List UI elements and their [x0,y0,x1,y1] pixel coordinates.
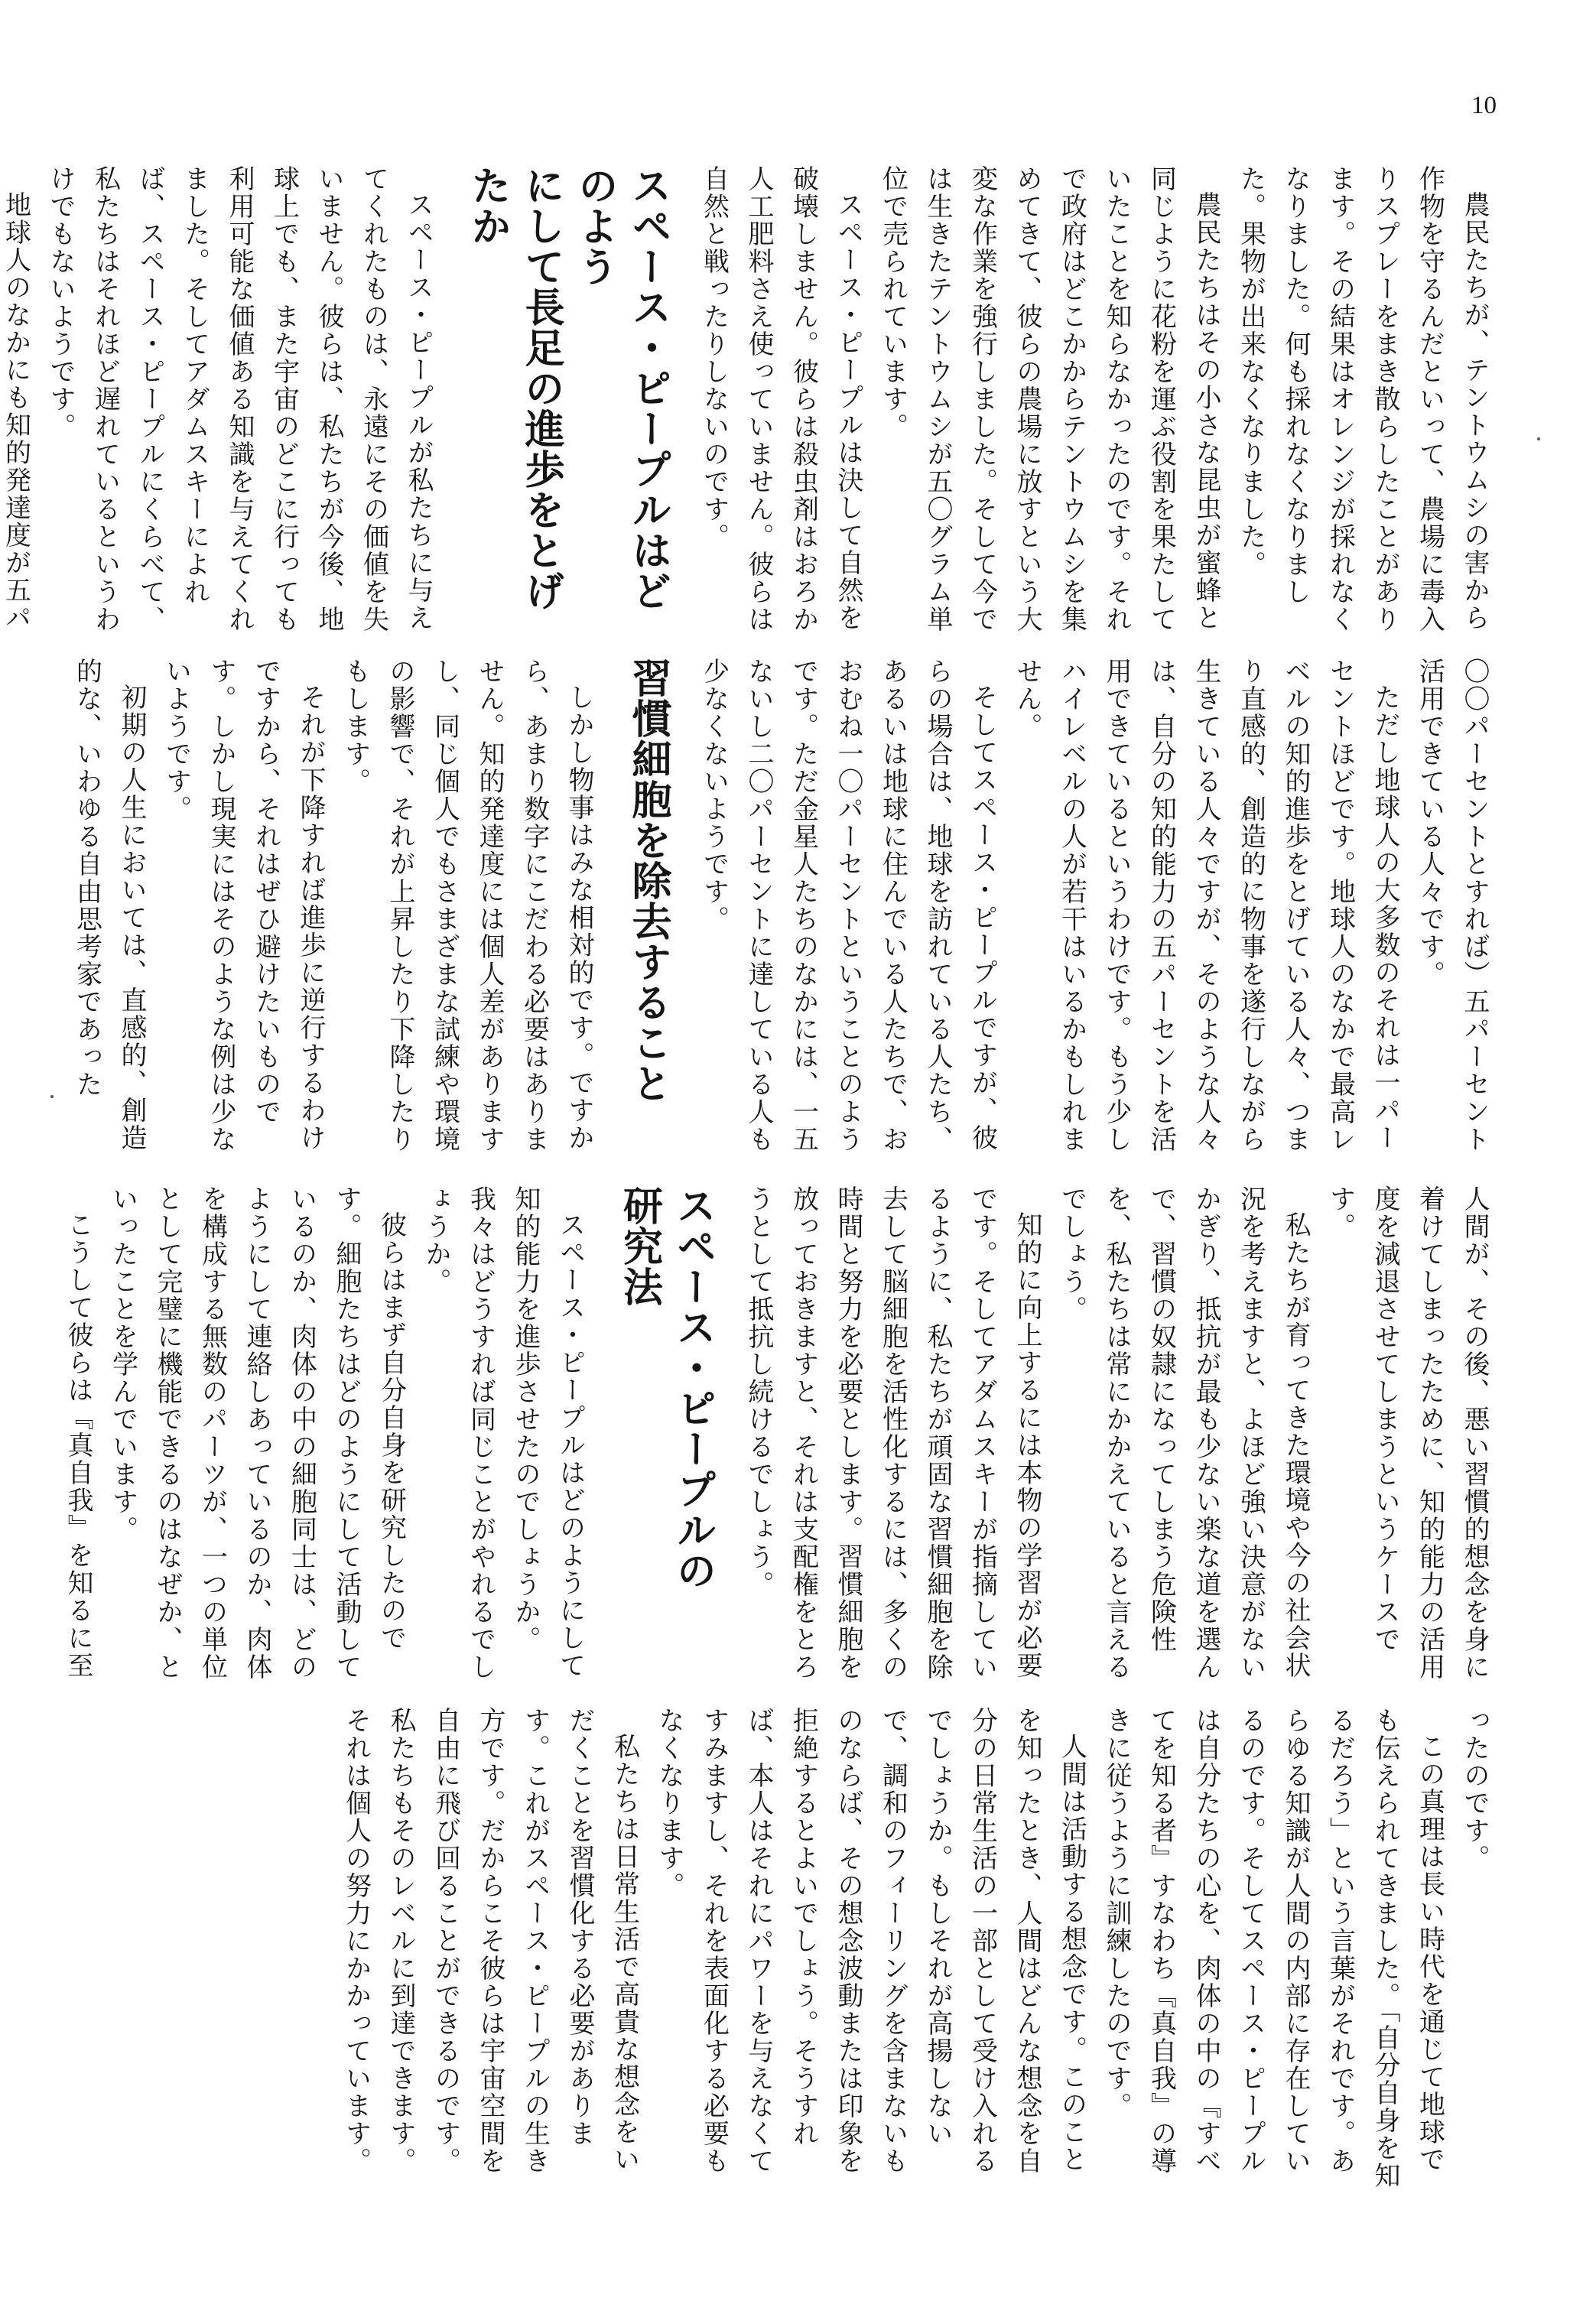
section-heading-line: 研究法 [616,1185,662,1307]
scan-speck [50,1095,54,1098]
section-heading [460,165,674,644]
body-paragraph: 人間は活動する想念です。このことを知ったとき、人間はどんな想念を自分の日常生活の一部として受け入れるでしょうか。もしそれが高揚しないで、調和のフィーリングを含まないものならば、その想念波動または印象を拒絶するとよいでしょう。そうすれば、本人はそれにパワーを与えなくてすみますし、それを表面化する必要もなくなります。 [654,1707,1087,2175]
body-paragraph: 農民たちはその小さな昆虫が蜜蜂と同じように花粉を運ぶ役割を果たしていたことを知らなかったのです。それで政府はどこかからテントウムシを集めてきて、彼らの農場に放すという大変な作業を強行しました。そして今では生きたテントウムシが五〇グラム単位で売られています。 [877,165,1221,633]
body-paragraph: 〇〇パーセントとすれば）五パーセント活用できている人々です。 [1414,658,1490,1153]
section-heading [613,1185,720,1690]
section-heading-line: スペース・ピープルの [669,1185,716,1591]
body-paragraph: そしてスペース・ピープルですが、彼らの場合は、地球を訪れている人たち、あるいは地球に住んでいる人たちで、おおむね一〇パーセントということのようです。ただ金星人たちのなかには、一五ないし二〇パーセントに達している人も少なくないようです。 [698,658,998,1153]
section-heading-line: 習慣細胞を除去すること [625,658,671,1103]
body-paragraph: こうして彼らは『真自我』を知るに至 [63,1211,93,1679]
body-paragraph: スペース・ピープルが私たちに与えてくれたものは、永遠にその価値を失いません。彼らは、私たちが今後、地球上でも、また宇宙のどこに行っても利用可能な価値ある知識を与えてくれました。そしてアダムスキーによれば、スペース・ピープルにくらべて、私たちはそれほど遅れているというわけでもないようです。 [45,165,434,633]
body-paragraph: 人間が、その後、悪い習慣的想念を身に着けてしまったために、知的能力の活用度を減退させてしまうというケースです。 [1325,1185,1490,1681]
body-paragraph: この真理は長い時代を通じて地球でも伝えられてきました。「自分自身を知るだろう」という言葉がそれです。あらゆる知識が人間の内部に存在しているのです。そしてスペース・ピープルは自分たちの心を、肉体の中の『すべてを知る者』すなわち『真自我』の導きに従うように訓練したのです。 [1101,1707,1445,2189]
body-paragraph: それが下降すれば進歩に逆行するわけですから、それはぜひ避けたいものです。しかし現実にはそのような例は少ないようです。 [161,658,326,1153]
text-tier-second [71,658,1497,1168]
body-paragraph: 農民たちが、テントウムシの害から作物を守るんだといって、農場に毒入りスプレーをまき散らしたことがあります。その結果はオレンジが採れなくなりました。何も採れなくなりました。果物が出来なくなりました。 [1235,165,1490,633]
body-paragraph: ったのです。 [1459,1707,1490,1872]
text-tier-third [63,1185,1497,1690]
text-tier-top [0,165,1497,644]
page-number: 10 [1471,92,1497,119]
body-paragraph: 地球人のなかにも知的発達度が五パ [0,191,31,632]
text-tier-bottom [143,1707,1497,2196]
body-paragraph: 初期の人生においては、直感的、創造的な、いわゆる自由思考家であった [71,658,147,1152]
section-heading-line: スペース・ピープルはどのよう [571,165,671,611]
body-paragraph: 知的に向上するには本物の学習が必要です。そしてアダムスキーが指摘しているように、私たちが頑固な習慣細胞を除去して脳細胞を活性化するには、多くの時間と努力を必要とします。習慣細胞を放っておきますと、それは支配権をとろうとして抵抗し続けるでしょう。 [743,1185,1042,1681]
section-heading [621,658,674,1168]
body-paragraph: しかし物事はみな相対的です。ですから、あまり数字にこだわる必要はありません。知的発達度には個人差がありますし、同じ個人でもさまざまな試練や環境の影響で、それが上昇したり下降したりもします。 [340,658,594,1153]
section-heading-line: にして長足の進歩をとげたか [464,165,564,611]
body-paragraph: 私たちは日常生活で高貴な想念をいだくことを習慣化する必要があります。これがスペース・ピープルの生き方です。だからこそ彼らは宇宙空間を自由に飛び回ることができるのです。私たちもそのレベルに到達できます。それは個人の努力にかかっています。 [340,1707,640,2175]
body-paragraph: スペース・ピープルはどのようにして知的能力を進歩させたのでしょうか。我々はどうすれば同じことがやれるでしょうか。 [421,1185,586,1681]
scan-speck [1537,437,1540,440]
body-paragraph: スペース・ピープルは決して自然を破壊しません。彼らは殺虫剤はおろか人工肥料さえ使っていません。彼らは自然と戦ったりしないのです。 [698,165,863,633]
body-paragraph: 私たちが育ってきた環境や今の社会状況を考えますと、よほど強い決意がないかぎり、抵抗が最も少ない楽な道を選んで、習慣の奴隷になってしまう危険性を、私たちは常にかかえていると言えるでしょう。 [1056,1185,1311,1681]
body-paragraph: 彼らはまず自分自身を研究したのです。細胞たちはどのようにして活動しているのか、肉体の中の細胞同士は、どのようにして連絡しあっているのか、肉体を構成する無数のパーツが、一つの単位として完璧に機能できるのはなぜか、といったことを学んでいます。 [107,1185,407,1681]
body-paragraph: ただし地球人の大多数のそれは一パーセントほどです。地球人のなかで最高レベルの知的進歩をとげている人々、つまり直感的、創造的に物事を遂行しながら生きている人々ですが、そのような人々は、自分の知的能力の五パーセントを活用できているというわけです。もう少しハイレベルの人が若干はいるかもしれません。 [1012,658,1400,1153]
